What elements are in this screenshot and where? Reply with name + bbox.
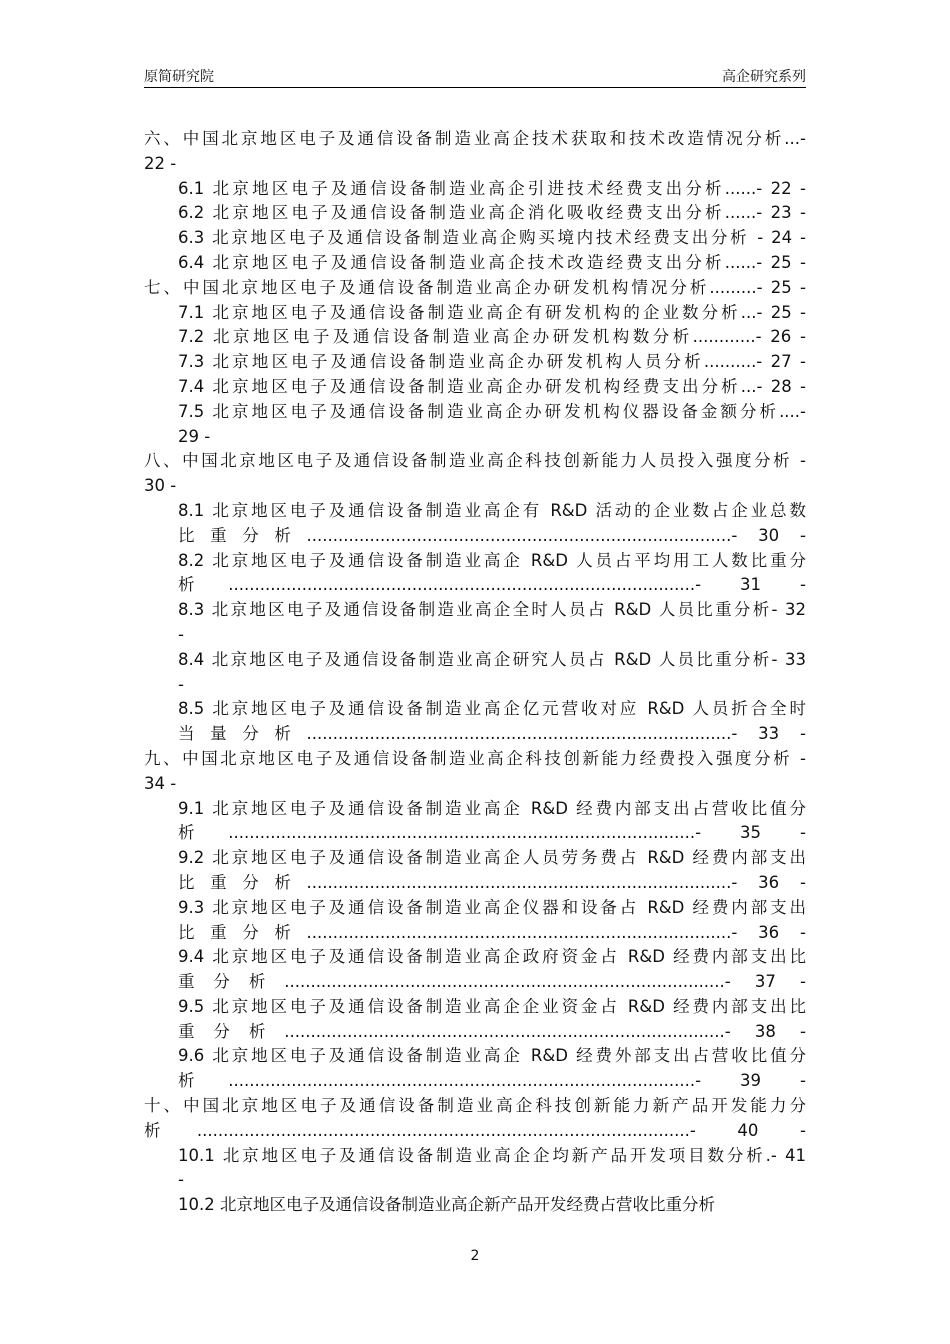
toc-line[interactable]: 8.5 北京地区电子及通信设备制造业高企亿元营收对应 R&D 人员折合全时 (178, 699, 806, 719)
table-of-contents (144, 127, 806, 1218)
toc-line[interactable]: 六、中国北京地区电子及通信设备制造业高企技术获取和技术改造情况分析...- (144, 129, 806, 148)
toc-line[interactable]: 析.........................................................................................- 35 - (178, 823, 806, 843)
toc-line[interactable]: - (178, 1170, 184, 1190)
header-divider (144, 87, 806, 88)
toc-line[interactable]: 七、中国北京地区电子及通信设备制造业高企办研发机构情况分析.........- 25 - (144, 277, 806, 297)
toc-line[interactable]: 10.1 北京地区电子及通信设备制造业高企企均新产品开发项目数分析.- 41 (178, 1145, 806, 1165)
toc-line[interactable]: - (178, 624, 184, 644)
toc-line[interactable]: 析.........................................................................................- 31 - (178, 575, 806, 595)
toc-line[interactable]: 22 - (144, 153, 177, 173)
toc-line[interactable]: 7.4 北京地区电子及通信设备制造业高企办研发机构经费支出分析...- 28 - (178, 376, 806, 396)
toc-line[interactable]: 重分析....................................................................................- 37 - (178, 972, 806, 992)
toc-line[interactable]: 34 - (144, 773, 177, 793)
toc-line[interactable]: 当量分析.................................................................................- 33 - (178, 724, 806, 744)
toc-line[interactable]: 8.2 北京地区电子及通信设备制造业高企 R&D 人员占平均用工人数比重分 (178, 550, 806, 570)
toc-line[interactable]: 重分析....................................................................................- 38 - (178, 1021, 806, 1041)
toc-line[interactable]: 九、中国北京地区电子及通信设备制造业高企科技创新能力经费投入强度分析 - (144, 748, 806, 768)
toc-line[interactable]: 10.2 北京地区电子及通信设备制造业高企新产品开发经费占营收比重分析 (178, 1195, 715, 1215)
toc-line[interactable]: 9.4 北京地区电子及通信设备制造业高企政府资金占 R&D 经费内部支出比 (178, 947, 806, 967)
toc-line[interactable]: 比重分析.................................................................................- 30 - (178, 525, 806, 545)
page-number: 2 (470, 1248, 480, 1264)
toc-line[interactable]: 7.2 北京地区电子及通信设备制造业高企办研发机构数分析............- 26 - (178, 327, 806, 347)
toc-line[interactable]: 8.1 北京地区电子及通信设备制造业高企有 R&D 活动的企业数占企业总数 (178, 500, 806, 520)
toc-line[interactable]: 8.4 北京地区电子及通信设备制造业高企研究人员占 R&D 人员比重分析- 33 (178, 649, 806, 669)
toc-line[interactable]: 30 - (144, 476, 177, 496)
toc-line[interactable]: 6.4 北京地区电子及通信设备制造业高企技术改造经费支出分析......- 25 - (178, 252, 806, 272)
toc-line[interactable]: 析.........................................................................................- 39 - (178, 1071, 806, 1091)
toc-line[interactable]: 八、中国北京地区电子及通信设备制造业高企科技创新能力人员投入强度分析 - (144, 451, 806, 471)
toc-line[interactable]: 9.1 北京地区电子及通信设备制造业高企 R&D 经费内部支出占营收比值分 (178, 798, 806, 818)
toc-line[interactable]: 析..............................................................................................- 40 - (144, 1120, 806, 1140)
toc-line[interactable]: 比重分析.................................................................................- 36 - (178, 872, 806, 892)
toc-line[interactable]: 7.3 北京地区电子及通信设备制造业高企办研发机构人员分析..........- 27 - (178, 352, 806, 372)
toc-line[interactable]: 8.3 北京地区电子及通信设备制造业高企全时人员占 R&D 人员比重分析- 32 (178, 600, 806, 620)
toc-line[interactable]: 6.3 北京地区电子及通信设备制造业高企购买境内技术经费支出分析 - 24 - (178, 228, 806, 248)
toc-line[interactable]: 7.5 北京地区电子及通信设备制造业高企办研发机构仪器设备金额分析....- (178, 401, 806, 421)
toc-line[interactable]: 十、中国北京地区电子及通信设备制造业高企科技创新能力新产品开发能力分 (144, 1096, 806, 1116)
header-series: 高企研究系列 (722, 69, 806, 85)
toc-line[interactable]: 6.2 北京地区电子及通信设备制造业高企消化吸收经费支出分析......- 23 - (178, 203, 806, 223)
toc-line[interactable]: 6.1 北京地区电子及通信设备制造业高企引进技术经费支出分析......- 22 - (178, 178, 806, 198)
toc-line[interactable]: - (178, 674, 184, 694)
toc-line[interactable]: 9.2 北京地区电子及通信设备制造业高企人员劳务费占 R&D 经费内部支出 (178, 848, 806, 868)
toc-line[interactable]: 9.5 北京地区电子及通信设备制造业高企企业资金占 R&D 经费内部支出比 (178, 996, 806, 1016)
toc-line[interactable]: 9.6 北京地区电子及通信设备制造业高企 R&D 经费外部支出占营收比值分 (178, 1046, 806, 1066)
header-organization: 原简研究院 (144, 69, 214, 85)
toc-line[interactable]: 7.1 北京地区电子及通信设备制造业高企有研发机构的企业数分析...- 25 - (178, 302, 806, 322)
toc-line[interactable]: 9.3 北京地区电子及通信设备制造业高企仪器和设备占 R&D 经费内部支出 (178, 897, 806, 917)
toc-line[interactable]: 比重分析.................................................................................- 36 - (178, 922, 806, 942)
toc-line[interactable]: 29 - (178, 426, 211, 446)
